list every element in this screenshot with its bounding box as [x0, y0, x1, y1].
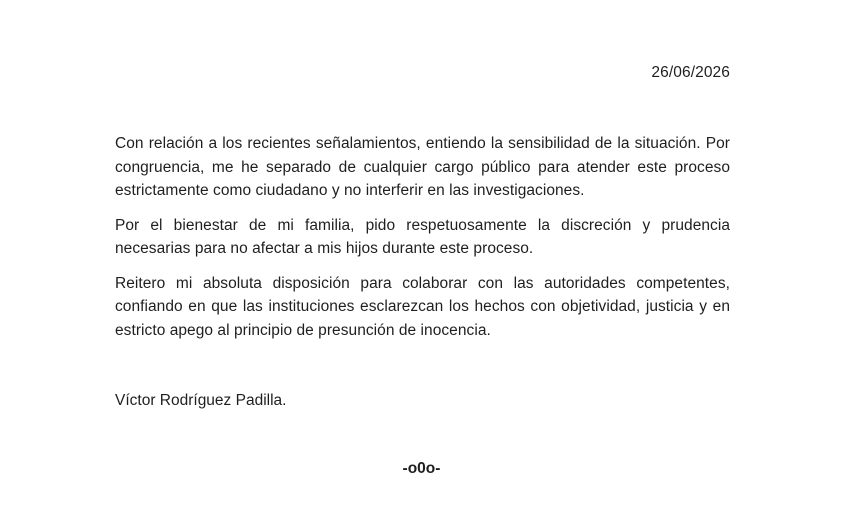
paragraph-2: Por el bienestar de mi familia, pido respetuosamente la discreción y prudencia necesarias para no afectar a mis hijos durante este proceso.	[115, 216, 730, 257]
paragraph-1: Con relación a los recientes señalamientos, entiendo la sensibilidad de la situación. Por congruencia, me he separado de cualquier cargo público para atender este proceso estrictamente como ciudadano y no interferir en las investigaciones.	[115, 135, 730, 199]
signature: Víctor Rodríguez Padilla.	[115, 392, 287, 409]
end-mark: -o0o-	[402, 460, 441, 477]
paragraph-3: Reitero mi absoluta disposición para colaborar con las autoridades competentes, confiando en que las instituciones esclarezcan los hechos con objetividad, justicia y en estricto apego al principio de presunción de inocencia.	[115, 274, 730, 339]
document-body	[115, 132, 730, 353]
document-date: 26/06/2026	[651, 64, 730, 81]
